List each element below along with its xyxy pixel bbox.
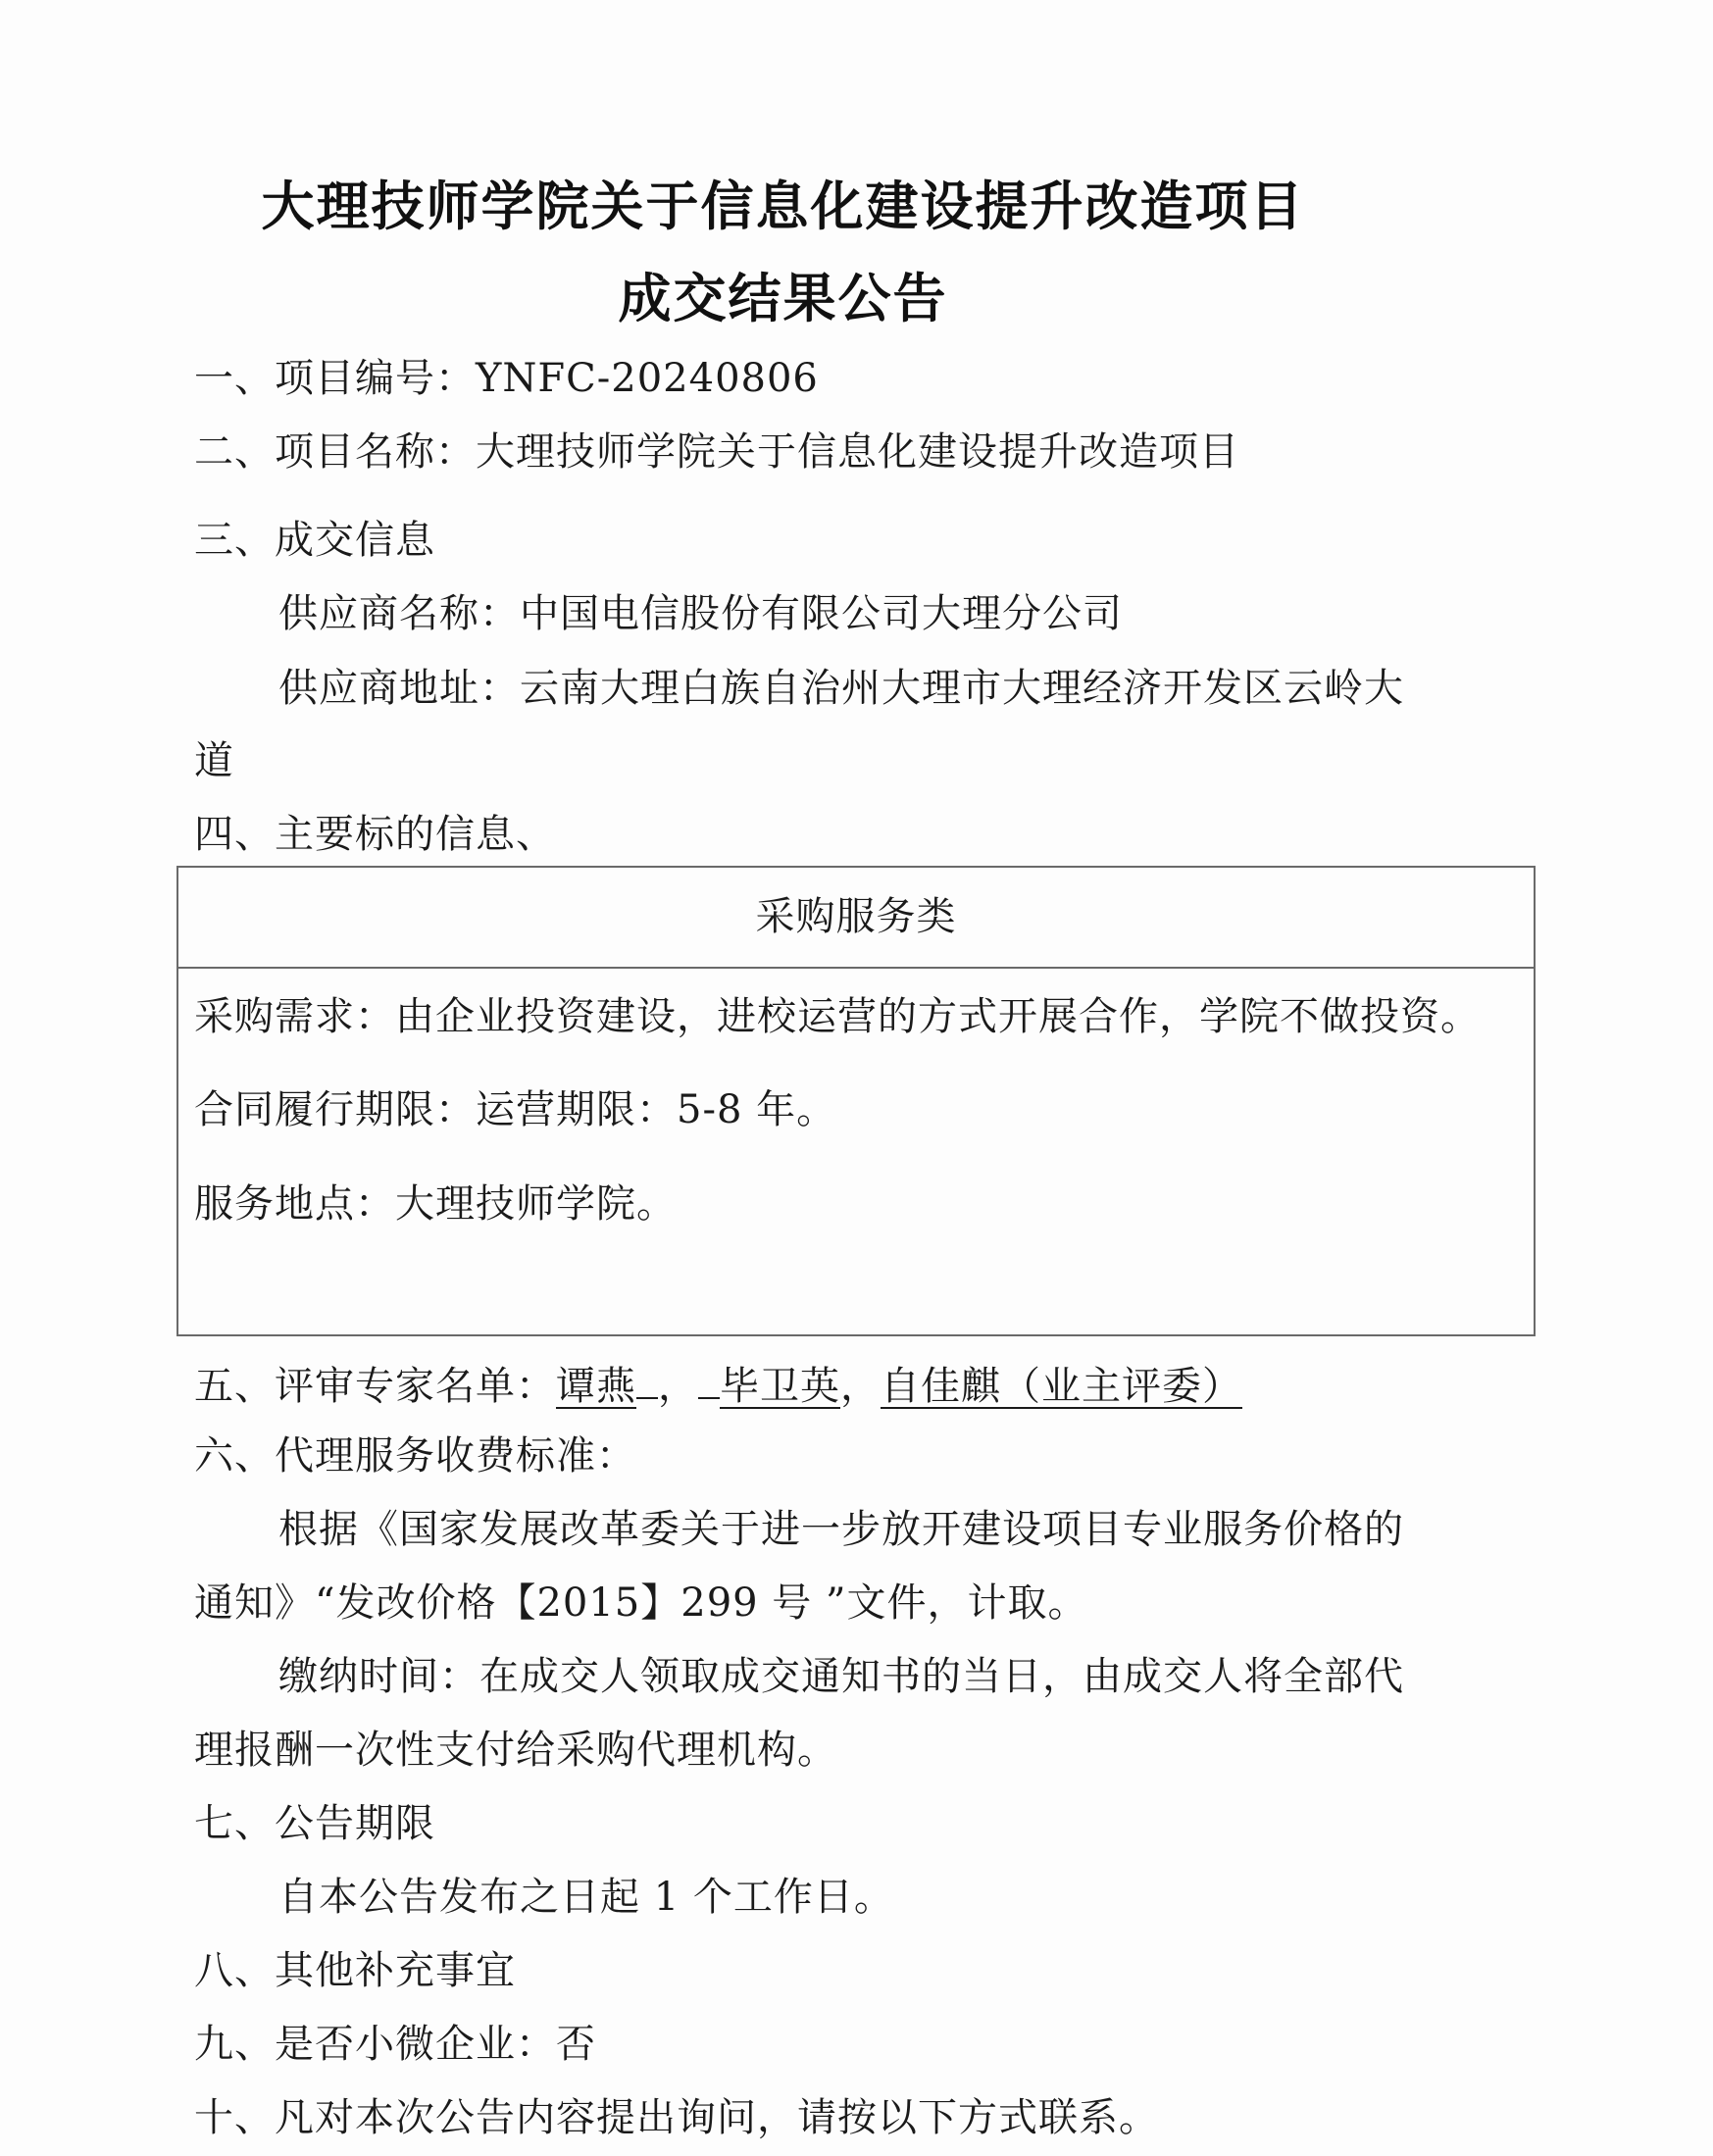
underline-gap <box>636 1358 658 1399</box>
notice-period: 自本公告发布之日起 1 个工作日。 <box>278 1875 894 1920</box>
expert-list-label: 五、评审专家名单： <box>194 1364 556 1409</box>
payment-time-line1: 缴纳时间：在成交人领取成交通知书的当日，由成交人将全部代 <box>278 1654 1404 1699</box>
fee-basis-line1: 根据《国家发展改革委关于进一步放开建设项目专业服务价格的 <box>278 1507 1404 1552</box>
procurement-demand: 采购需求：由企业投资建设，进校运营的方式开展合作，学院不做投资。 <box>194 994 1481 1039</box>
supplier-name: 供应商名称：中国电信股份有限公司大理分公司 <box>278 591 1123 636</box>
agency-fee-standard: 六、代理服务收费标准： <box>194 1433 636 1479</box>
fee-basis-line2: 通知》“发改价格【2015】299 号 ”文件，计取。 <box>194 1580 1088 1626</box>
document-title-line2: 成交结果公告 <box>618 268 948 329</box>
expert-list <box>194 1358 1242 1410</box>
contract-term: 合同履行期限：运营期限：5-8 年。 <box>194 1087 837 1132</box>
section-deal-info: 三、成交信息 <box>194 518 435 563</box>
project-number: 一、项目编号：YNFC-20240806 <box>194 356 819 401</box>
underline-gap <box>698 1358 720 1399</box>
table-header: 采购服务类 <box>178 868 1534 969</box>
expert-2: 毕卫英 <box>720 1364 840 1409</box>
section-main-target: 四、主要标的信息、 <box>194 812 556 857</box>
notice-period-heading: 七、公告期限 <box>194 1801 435 1846</box>
document-title-line1: 大理技师学院关于信息化建设提升改造项目 <box>261 175 1305 237</box>
expert-separator: ， <box>658 1364 698 1409</box>
expert-3: 自佳麒（业主评委） <box>881 1364 1242 1409</box>
expert-1: 谭燕 <box>556 1364 636 1409</box>
service-location: 服务地点：大理技师学院。 <box>194 1181 677 1227</box>
target-info-table <box>176 866 1536 1336</box>
small-enterprise: 九、是否小微企业：否 <box>194 2022 596 2067</box>
contact-inquiry: 十、凡对本次公告内容提出询问，请按以下方式联系。 <box>194 2095 1159 2140</box>
other-matters: 八、其他补充事宜 <box>194 1948 516 1993</box>
supplier-address-line2: 道 <box>194 738 234 783</box>
expert-separator: ， <box>840 1364 881 1409</box>
project-name: 二、项目名称：大理技师学院关于信息化建设提升改造项目 <box>194 429 1239 475</box>
supplier-address-line1: 供应商地址：云南大理白族自治州大理市大理经济开发区云岭大 <box>278 666 1404 711</box>
payment-time-line2: 理报酬一次性支付给采购代理机构。 <box>194 1728 837 1773</box>
